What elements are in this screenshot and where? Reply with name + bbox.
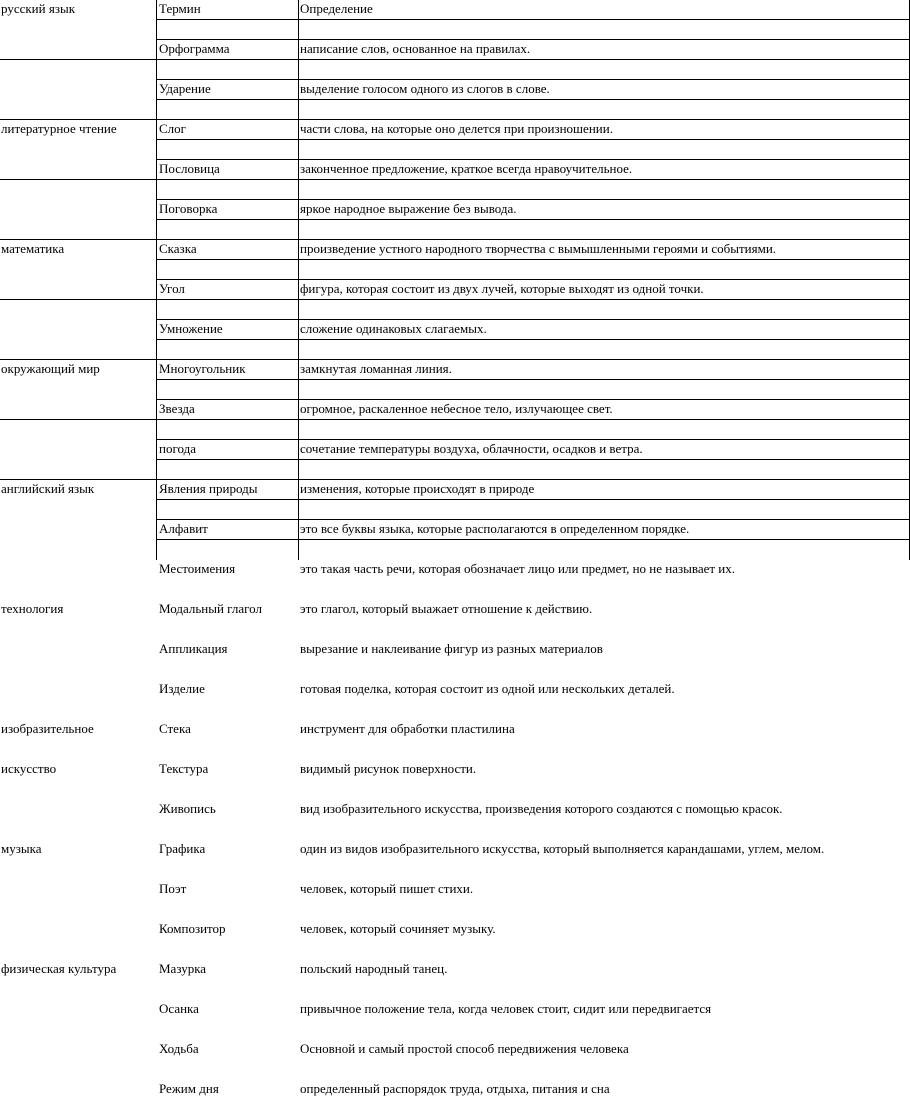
table-row — [0, 440, 910, 460]
subject-cell: изобразительное — [1, 721, 94, 736]
subject-cell: русский язык — [1, 1, 76, 16]
term-cell: Поговорка — [159, 201, 218, 216]
definition-cell: выделение голосом одного из слогов в слове. — [300, 81, 550, 96]
term-cell: Живопись — [159, 801, 216, 816]
term-cell: Местоимения — [159, 561, 236, 576]
term-cell: Угол — [159, 281, 185, 296]
definition-cell: яркое народное выражение без вывода. — [300, 201, 517, 216]
definition-cell: человек, который сочиняет музыку. — [300, 921, 496, 936]
table-row — [0, 640, 910, 660]
subject-cell: музыка — [1, 841, 42, 856]
table-row — [0, 80, 910, 100]
subject-cell: физическая культура — [1, 961, 117, 976]
group-divider — [0, 239, 910, 240]
header-definition: Определение — [300, 1, 373, 16]
table-row — [0, 760, 910, 780]
definition-cell: определенный распорядок труда, отдыха, питания и сна — [300, 1081, 610, 1096]
definition-cell: фигура, которая состоит из двух лучей, которые выходят из одной точки. — [300, 281, 704, 296]
table-row — [0, 0, 910, 20]
definition-cell: польский народный танец. — [300, 961, 448, 976]
row-divider — [156, 99, 910, 100]
column-divider — [156, 0, 157, 560]
definition-cell: видимый рисунок поверхности. — [300, 761, 477, 776]
definition-cell: изменения, которые происходят в природе — [300, 481, 535, 496]
table-row — [0, 480, 910, 500]
definition-cell: человек, который пишет стихи. — [300, 881, 474, 896]
table-row — [0, 200, 910, 220]
table-row — [0, 800, 910, 820]
table-row — [0, 960, 910, 980]
definition-cell: это такая часть речи, которая обозначает лицо или предмет, но не называет их. — [300, 561, 736, 576]
term-cell: Поэт — [159, 881, 187, 896]
row-divider — [156, 79, 910, 80]
row-divider — [156, 39, 910, 40]
term-cell: Явления природы — [159, 481, 258, 496]
definition-cell: огромное, раскаленное небесное тело, излучающее свет. — [300, 401, 613, 416]
definition-cell: вырезание и наклеивание фигур из разных материалов — [300, 641, 603, 656]
row-divider — [156, 19, 910, 20]
table-row — [0, 360, 910, 380]
column-divider — [298, 0, 299, 560]
term-cell: Ударение — [159, 81, 211, 96]
definition-cell: вид изобразительного искусства, произведения которого создаются с помощью красок. — [300, 801, 783, 816]
row-divider — [156, 139, 910, 140]
definition-cell: инструмент для обработки пластилина — [300, 721, 515, 736]
term-cell: Пословица — [159, 161, 220, 176]
row-divider — [156, 159, 910, 160]
definition-cell: готовая поделка, которая состоит из одной или нескольких деталей. — [300, 681, 675, 696]
table-row — [0, 320, 910, 340]
table-row — [0, 920, 910, 940]
table-row — [0, 1080, 910, 1100]
definition-cell: сложение одинаковых слагаемых. — [300, 321, 487, 336]
definition-cell: произведение устного народного творчества с вымышленными героями и событиями. — [300, 241, 777, 256]
term-cell: Текстура — [159, 761, 209, 776]
term-cell: Многоугольник — [159, 361, 246, 376]
term-cell: Сказка — [159, 241, 197, 256]
definition-cell: написание слов, основанное на правилах. — [300, 41, 531, 56]
subject-cell: технология — [1, 601, 64, 616]
table-row — [0, 400, 910, 420]
table-row — [0, 880, 910, 900]
table-row — [0, 560, 910, 580]
group-divider — [0, 59, 910, 60]
row-divider — [156, 199, 910, 200]
row-divider — [156, 379, 910, 380]
subject-cell: литературное чтение — [1, 121, 117, 136]
term-cell: Алфавит — [159, 521, 208, 536]
term-cell: Графика — [159, 841, 206, 856]
group-divider — [0, 119, 910, 120]
subject-cell: искусство — [1, 761, 57, 776]
row-divider — [156, 459, 910, 460]
table-row — [0, 680, 910, 700]
row-divider — [156, 499, 910, 500]
row-divider — [156, 219, 910, 220]
table-row — [0, 520, 910, 540]
definition-cell: привычное положение тела, когда человек стоит, сидит или передвигается — [300, 1001, 712, 1016]
term-cell: Аппликация — [159, 641, 228, 656]
term-cell: Осанка — [159, 1001, 199, 1016]
table-row — [0, 160, 910, 180]
term-cell: Мазурка — [159, 961, 207, 976]
table-row — [0, 840, 910, 860]
row-divider — [156, 279, 910, 280]
term-cell: погода — [159, 441, 196, 456]
definition-cell: один из видов изобразительного искусства, который выполняется карандашами, углем, мелом. — [300, 841, 825, 856]
term-cell: Ходьба — [159, 1041, 199, 1056]
subject-cell: математика — [1, 241, 65, 256]
table-row — [0, 600, 910, 620]
term-cell: Слог — [159, 121, 186, 136]
term-cell: Изделие — [159, 681, 205, 696]
row-divider — [156, 259, 910, 260]
table-row — [0, 720, 910, 740]
definition-cell: замкнутая ломанная линия. — [300, 361, 452, 376]
row-divider — [156, 319, 910, 320]
table-row — [0, 240, 910, 260]
group-divider — [0, 299, 910, 300]
term-cell: Композитор — [159, 921, 226, 936]
definition-cell: это все буквы языка, которые располагаются в определенном порядке. — [300, 521, 690, 536]
table-row — [0, 280, 910, 300]
row-divider — [156, 339, 910, 340]
table-row — [0, 120, 910, 140]
header-term: Термин — [159, 1, 201, 16]
table-row — [0, 1040, 910, 1060]
row-divider — [156, 399, 910, 400]
subject-cell: окружающий мир — [1, 361, 100, 376]
subject-cell: английский язык — [1, 481, 95, 496]
term-cell: Звезда — [159, 401, 195, 416]
definition-cell: сочетание температуры воздуха, облачности, осадков и ветра. — [300, 441, 643, 456]
definition-cell: части слова, на которые оно делется при произношении. — [300, 121, 613, 136]
term-cell: Модальный глагол — [159, 601, 262, 616]
group-divider — [0, 359, 910, 360]
table-row — [0, 1000, 910, 1020]
row-divider — [156, 539, 910, 540]
term-cell: Умножение — [159, 321, 223, 336]
table-row — [0, 40, 910, 60]
row-divider — [156, 519, 910, 520]
group-divider — [0, 419, 910, 420]
term-cell: Орфограмма — [159, 41, 230, 56]
definition-cell: это глагол, который выажает отношение к действию. — [300, 601, 593, 616]
group-divider — [0, 179, 910, 180]
group-divider — [0, 479, 910, 480]
term-cell: Режим дня — [159, 1081, 219, 1096]
row-divider — [156, 439, 910, 440]
definition-cell: законченное предложение, краткое всегда нравоучительное. — [300, 161, 633, 176]
term-cell: Стека — [159, 721, 191, 736]
definition-cell: Основной и самый простой способ передвижения человека — [300, 1041, 629, 1056]
